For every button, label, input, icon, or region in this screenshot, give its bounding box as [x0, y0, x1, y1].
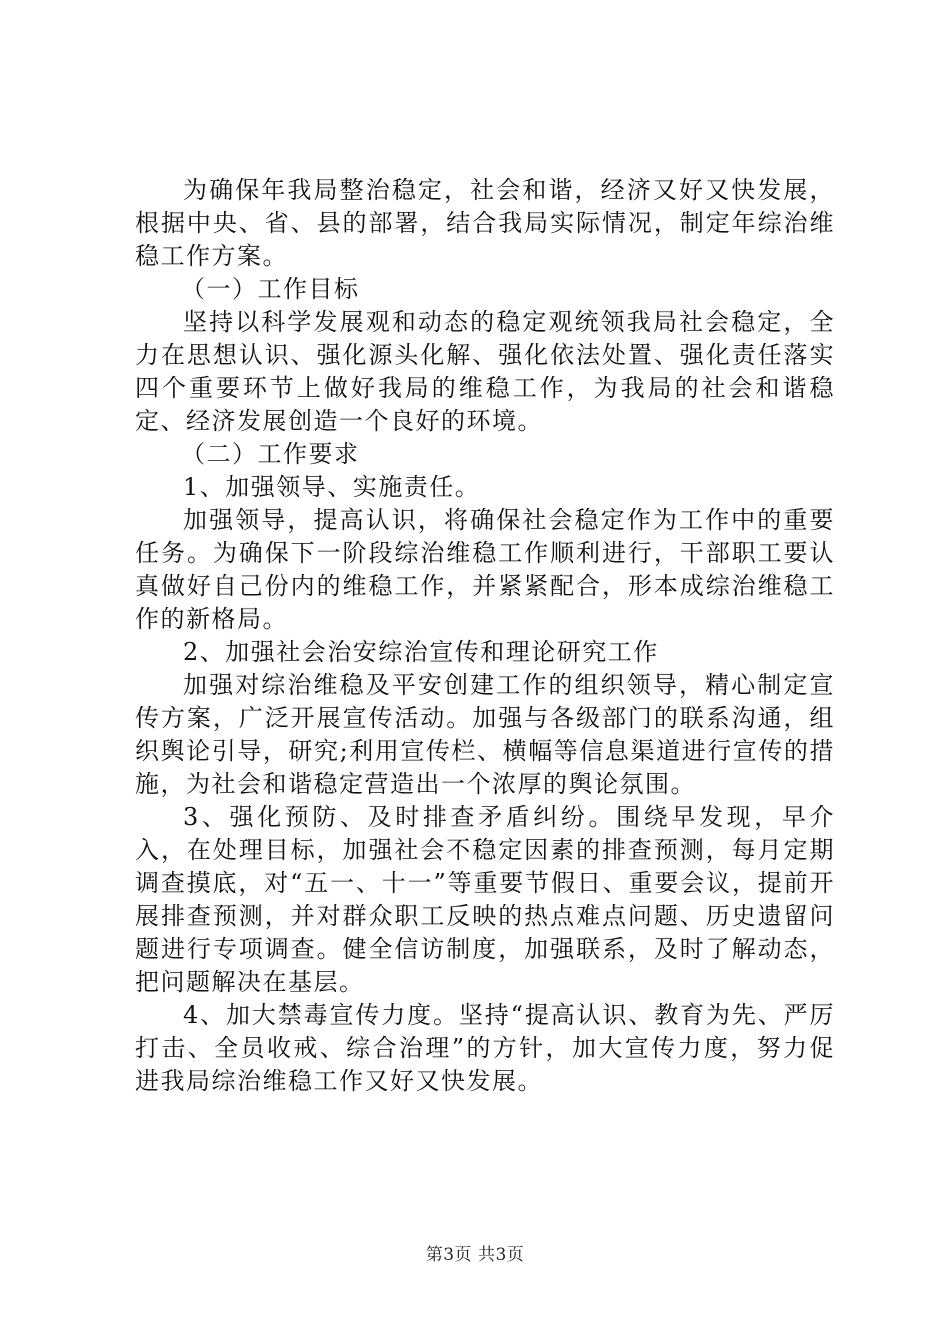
- item-2-paragraph: 加强对综治维稳及平安创建工作的组织领导，精心制定宣传方案，广泛开展宣传活动。加强与各级部门的联系沟通，组织舆论引导，研究;利用宣传栏、横幅等信息渠道进行宣传的措施，为社会和谐稳定营造出一个浓厚的舆论氛围。: [135, 671, 835, 798]
- goals-paragraph: 坚持以科学发展观和动态的稳定观统领我局社会稳定，全力在思想认识、强化源头化解、强化依法处置、强化责任落实四个重要环节上做好我局的维稳工作，为我局的社会和谐稳定、经济发展创造一个良好的环境。: [135, 308, 835, 435]
- section-heading-requirements: （二）工作要求: [181, 440, 360, 468]
- page-footer: 第3页 共3页: [425, 1245, 525, 1265]
- document-body: [135, 174, 835, 1098]
- intro-paragraph: 为确保年我局整治稳定，社会和谐，经济又好又快发展，根据中央、省、县的部署，结合我局实际情况，制定年综治维稳工作方案。: [135, 176, 835, 270]
- item-4-paragraph: 4、加大禁毒宣传力度。坚持“提高认识、教育为先、严厉打击、全员收戒、综合治理”的方针，加大宣传力度，努力促进我局综治维稳工作又好又快发展。: [135, 1001, 835, 1095]
- item-1-heading: 1、加强领导、实施责任。: [183, 473, 481, 501]
- item-3-paragraph: 3、强化预防、及时排查矛盾纠纷。围绕早发现，早介入，在处理目标，加强社会不稳定因素的排查预测，每月定期调查摸底，对“五一、十一”等重要节假日、重要会议，提前开展排查预测，并对群众职工反映的热点难点问题、历史遗留问题进行专项调查。健全信访制度，加强联系，及时了解动态，把问题解决在基层。: [135, 803, 835, 996]
- item-1-paragraph: 加强领导，提高认识，将确保社会稳定作为工作中的重要任务。为确保下一阶段综治维稳工作顺利进行，干部职工要认真做好自己份内的维稳工作，并紧紧配合，形本成综治维稳工作的新格局。: [135, 506, 835, 633]
- item-2-heading: 2、加强社会治安综治宣传和理论研究工作: [183, 638, 659, 666]
- section-heading-goals: （一）工作目标: [181, 275, 360, 303]
